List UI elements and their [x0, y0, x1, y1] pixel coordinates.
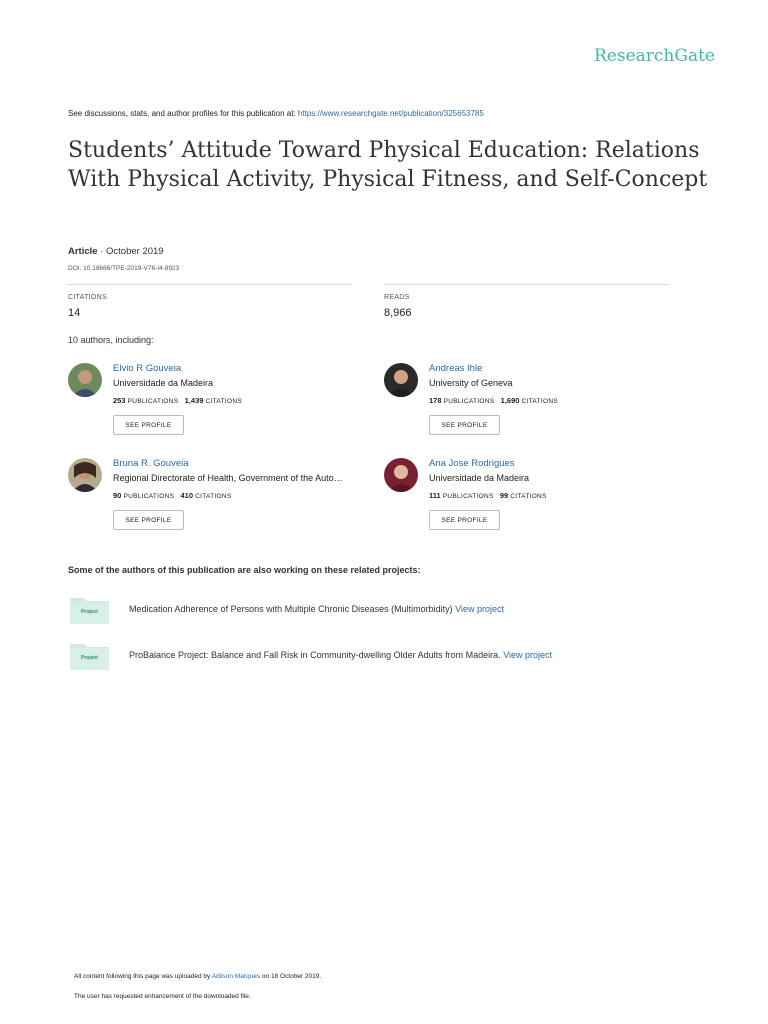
citations-count: 410: [180, 491, 194, 500]
author-card: [68, 363, 368, 443]
publications-label: PUBLICATIONS: [443, 398, 495, 405]
project-title: Medication Adherence of Persons with Multiple Chronic Diseases (Multimorbidity): [129, 604, 453, 614]
author-name[interactable]: Ana Jose Rodrigues: [429, 458, 515, 469]
article-type: Article: [68, 246, 98, 257]
reads-divider: [384, 284, 668, 285]
publications-label: PUBLICATIONS: [442, 493, 494, 500]
reads-label: READS: [384, 294, 410, 301]
avatar[interactable]: [384, 363, 418, 397]
author-name[interactable]: Bruna R. Gouveia: [113, 458, 189, 469]
author-affiliation[interactable]: University of Geneva: [429, 378, 513, 388]
project-folder-label: Project: [81, 609, 98, 615]
upload-suffix: on 18 October 2019.: [261, 973, 322, 980]
reads-count: 8,966: [384, 307, 412, 319]
see-profile-button[interactable]: SEE PROFILE: [429, 510, 500, 530]
author-counts: [429, 491, 547, 500]
author-card: [68, 458, 368, 538]
citations-label: CITATIONS: [205, 398, 242, 405]
upload-note: [74, 973, 321, 980]
citations-label: CITATIONS: [510, 493, 547, 500]
avatar[interactable]: [68, 458, 102, 492]
discussion-line: [68, 109, 484, 118]
view-project-link[interactable]: View project: [503, 650, 553, 660]
upload-prefix: All content following this page was uploaded by: [74, 973, 211, 980]
publications-count: 90: [113, 491, 122, 500]
citations-label: CITATIONS: [521, 398, 558, 405]
article-meta: [68, 246, 164, 257]
author-name[interactable]: Andreas Ihle: [429, 363, 483, 374]
author-affiliation[interactable]: Universidade da Madeira: [429, 473, 530, 483]
citations-count: 99: [499, 491, 509, 500]
project-title: ProBalance Project: Balance and Fall Risk in Community-dwelling Older Adults from Madeira.: [129, 650, 501, 660]
view-project-link[interactable]: View project: [455, 604, 505, 614]
article-title: Students’ Attitude Toward Physical Education: Relations With Physical Activity, Physical Fitness, and Self-Concept: [68, 138, 708, 192]
authors-heading: 10 authors, including:: [68, 335, 154, 345]
enhancement-note: The user has requested enhancement of the downloaded file.: [74, 993, 251, 1000]
author-card: [384, 363, 684, 443]
publications-count: 111: [429, 491, 441, 500]
citations-count: 1,439: [184, 396, 204, 405]
project-folder-icon: [70, 596, 109, 624]
project-item: [70, 596, 710, 624]
project-folder-icon: [70, 642, 109, 670]
citations-label: CITATIONS: [195, 493, 232, 500]
project-folder-label: Project: [81, 655, 98, 661]
discussion-prefix: See discussions, stats, and author profiles for this publication at:: [68, 109, 296, 118]
publications-label: PUBLICATIONS: [123, 493, 175, 500]
researchgate-logo[interactable]: ResearchGate: [594, 46, 715, 66]
author-counts: [113, 491, 232, 500]
article-doi: DOI: 10.18666/TPE-2019-V76-I4-8923: [68, 265, 180, 272]
author-affiliation[interactable]: Universidade da Madeira: [113, 378, 214, 388]
avatar[interactable]: [68, 363, 102, 397]
projects-heading: Some of the authors of this publication are also working on these related projects:: [68, 565, 421, 575]
author-counts: [429, 396, 558, 405]
see-profile-button[interactable]: SEE PROFILE: [113, 415, 184, 435]
article-date: · October 2019: [100, 246, 164, 257]
publications-label: PUBLICATIONS: [127, 398, 179, 405]
publication-link[interactable]: https://www.researchgate.net/publication/325653785: [297, 109, 484, 118]
citations-label: CITATIONS: [68, 294, 107, 301]
citations-count: 1,690: [500, 396, 520, 405]
author-counts: [113, 396, 242, 405]
author-card: [384, 458, 684, 538]
uploader-link[interactable]: Adilson Marques: [211, 973, 261, 980]
see-profile-button[interactable]: SEE PROFILE: [429, 415, 500, 435]
project-text-line: [129, 650, 552, 660]
project-text-line: [129, 604, 504, 614]
publications-count: 178: [429, 396, 442, 405]
avatar[interactable]: [384, 458, 418, 492]
project-item: [70, 642, 710, 670]
citations-count: 14: [68, 307, 81, 319]
citations-divider: [68, 284, 352, 285]
publications-count: 253: [113, 396, 126, 405]
see-profile-button[interactable]: SEE PROFILE: [113, 510, 184, 530]
author-affiliation[interactable]: Regional Directorate of Health, Government of the Auto…: [113, 473, 343, 483]
author-name[interactable]: Elvio R Gouveia: [113, 363, 182, 374]
